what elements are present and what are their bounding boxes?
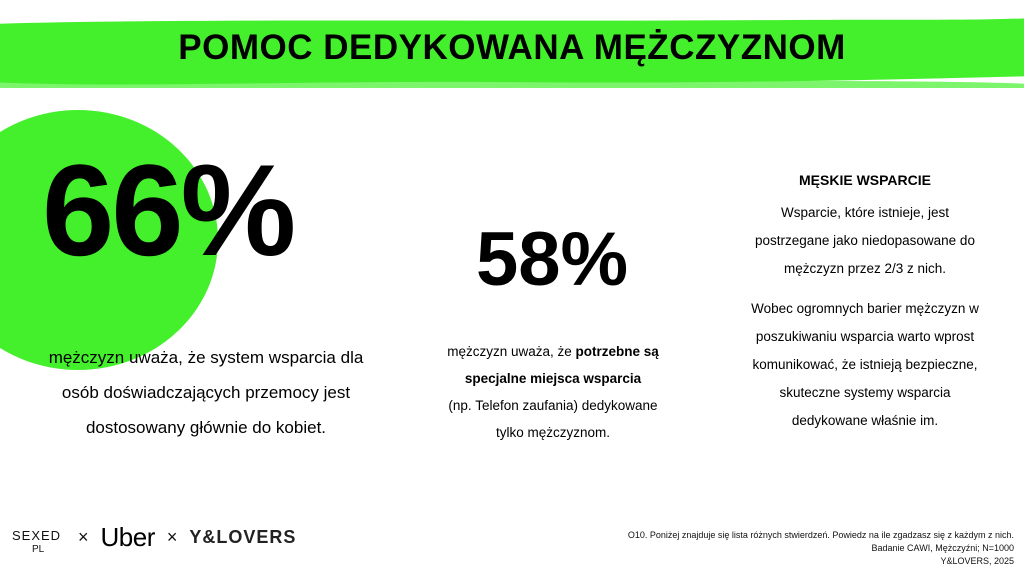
left-description xyxy=(20,340,392,445)
middle-text: tylko mężczyznom. xyxy=(495,425,611,440)
middle-bold: specjalne miejsca wsparcia xyxy=(464,371,642,386)
footnote-line: O10. Poniżej znajduje się lista różnych stwierdzeń. Powiedz na ile zgadzasz się z każdym z nich. xyxy=(627,530,1014,540)
right-line: postrzegane jako niedopasowane do xyxy=(755,233,975,248)
left-line: dostosowany głównie do kobiet. xyxy=(85,418,327,437)
stat-58: 58% xyxy=(475,217,629,302)
left-line: mężczyzn uważa, że system wsparcia dla xyxy=(48,348,364,367)
right-line: Wobec ogromnych barier mężczyzn w xyxy=(751,301,979,316)
right-heading: MĘSKIE WSPARCIE xyxy=(799,172,931,188)
middle-text: mężczyzn uważa, że xyxy=(447,344,576,359)
sexed-logo: SEXED PL xyxy=(12,528,62,555)
right-line: Wsparcie, które istnieje, jest xyxy=(780,205,950,220)
separator: × xyxy=(166,526,178,547)
right-line: skuteczne systemy wsparcia xyxy=(779,385,951,400)
footnote-line: Y&LOVERS, 2025 xyxy=(940,556,1014,566)
ylovers-logo: Y&LOVERS xyxy=(189,526,297,547)
middle-bold: potrzebne są xyxy=(575,344,659,359)
middle-text: (np. Telefon zaufania) dedykowane xyxy=(448,398,658,413)
partner-logos xyxy=(12,512,296,562)
right-line: mężczyzn przez 2/3 z nich. xyxy=(783,261,947,276)
left-line: osób doświadczających przemocy jest xyxy=(61,383,351,402)
footnote-line: Badanie CAWI, Mężczyźni; N=1000 xyxy=(871,543,1014,553)
footnote xyxy=(628,529,1014,568)
page-title: POMOC DEDYKOWANA MĘŻCZYZNOM xyxy=(178,28,846,67)
uber-logo: Uber xyxy=(100,521,155,552)
right-line: poszukiwaniu wsparcia warto wprost xyxy=(755,329,975,344)
separator: × xyxy=(78,526,89,547)
right-line: dedykowane właśnie im. xyxy=(791,413,939,428)
right-description xyxy=(700,199,1024,447)
middle-description xyxy=(408,338,698,446)
right-line: komunikować, że istnieją bezpieczne, xyxy=(752,357,978,372)
stat-66: 66% xyxy=(42,137,294,283)
